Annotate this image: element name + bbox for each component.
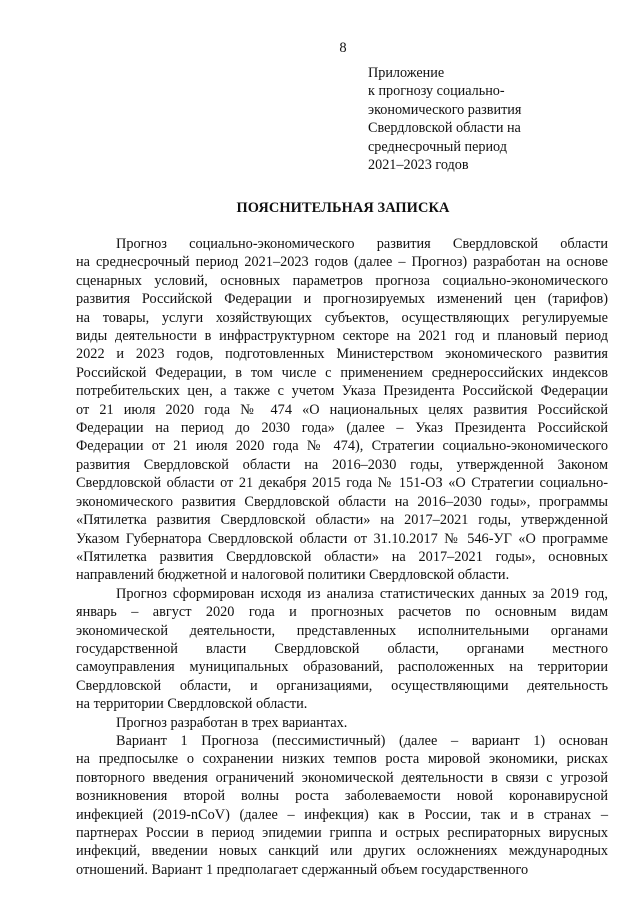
document-body <box>76 235 608 879</box>
text-line: «Пятилетка развития Свердловской области» на 2017–2021 годы, утвержденной <box>76 512 608 529</box>
text-line: партнерах России в период эпидемии гриппа и острых респираторных вирусных <box>76 825 608 841</box>
text-line: инфекцией (2019-nCoV) (далее – инфекция) как в России, так и в странах – <box>76 806 608 823</box>
text-line: отношений. Вариант 1 предполагает сдержанный объем государственного <box>76 861 529 878</box>
text-line: экономической деятельности, представленных исполнительными органами <box>76 622 608 639</box>
text-line: государственной власти Свердловской области, органами местного <box>76 640 608 657</box>
text-line: 2022 и 2023 годов, подготовленных Министерством экономического развития <box>76 346 608 363</box>
text-line: развития Свердловской области на 2016–2030 годы, утвержденной Законом <box>76 456 608 473</box>
text-line: на предпосылке о сохранении низких темпов роста мировой экономики, рисках <box>76 751 608 768</box>
text-line: сценарных условий, основных параметров прогноза социально-экономического <box>76 272 608 289</box>
text-line: от 21 июля 2020 года № 474 «О национальных целях развития Российской <box>76 401 608 418</box>
text-line: повторного введения ограничений экономической деятельности в связи с угрозой <box>76 769 608 786</box>
appendix-line: среднесрочный период <box>368 138 507 155</box>
text-line: виды деятельности в инфраструктурном секторе на 2021 год и плановый период <box>76 328 608 345</box>
text-line: Прогноз социально-экономического развития Свердловской области <box>116 236 608 252</box>
text-line: потребительских цен, а также с учетом Указа Президента Российской Федерации <box>76 383 608 400</box>
text-line: самоуправления муниципальных образований, расположенных на территории <box>76 659 608 676</box>
text-line: Федерации на период до 2030 года» (далее – Указ Президента Российской <box>76 420 608 437</box>
text-line: Свердловской области, и организациями, осуществляющими деятельность <box>76 677 608 694</box>
text-line: Российской Федерации, в том числе с применением среднероссийских индексов <box>76 364 608 381</box>
text-line: Вариант 1 Прогноза (пессимистичный) (далее – вариант 1) основан <box>116 732 608 749</box>
text-line: на территории Свердловской области. <box>76 696 308 713</box>
appendix-line: экономического развития <box>368 101 522 118</box>
text-line: Свердловской области от 21 декабря 2015 года № 151-ОЗ «О Стратегии социально- <box>76 475 608 492</box>
text-line: январь – август 2020 года и прогнозных расчетов по основным видам <box>76 604 608 621</box>
appendix-line: Приложение <box>368 65 445 81</box>
text-line: на товары, услуги хозяйствующих субъектов, осуществляющих регулируемые <box>76 309 608 326</box>
text-line: экономического развития Свердловской области на 2016–2030 годы», программы <box>76 493 608 510</box>
text-line: Прогноз сформирован исходя из анализа статистических данных за 2019 год, <box>116 585 608 602</box>
text-line: Прогноз разработан в трех вариантах. <box>116 714 348 731</box>
text-line: развития Российской Федерации и прогнозируемых изменений цен (тарифов) <box>76 291 608 308</box>
appendix-line: Свердловской области на <box>368 120 521 137</box>
text-line: Федерации от 21 июля 2020 года № 474), Стратегии социально-экономического <box>76 438 608 455</box>
paragraph <box>76 585 608 714</box>
text-line: Указом Губернатора Свердловской области от 31.10.2017 № 546-УГ «О программе <box>76 530 608 547</box>
appendix-line: к прогнозу социально- <box>368 83 505 100</box>
page-number: 8 <box>339 40 347 56</box>
appendix-line: 2021–2023 годов <box>368 157 469 174</box>
text-line: инфекций, введении новых санкций или других осложнениях международных <box>76 843 608 860</box>
appendix-note <box>368 64 628 174</box>
paragraph <box>76 235 608 585</box>
text-line: возникновения второй волны роста заболеваемости новой коронавирусной <box>76 788 608 805</box>
document-title: ПОЯСНИТЕЛЬНАЯ ЗАПИСКА <box>236 200 450 216</box>
paragraph <box>76 732 608 879</box>
text-line: на среднесрочный период 2021–2023 годов (далее – Прогноз) разработан на основе <box>76 254 608 271</box>
paragraph <box>76 714 608 732</box>
text-line: «Пятилетка развития Свердловской области» на 2017–2021 годы», основных <box>76 548 608 565</box>
text-line: направлений бюджетной и налоговой политики Свердловской области. <box>76 567 510 584</box>
